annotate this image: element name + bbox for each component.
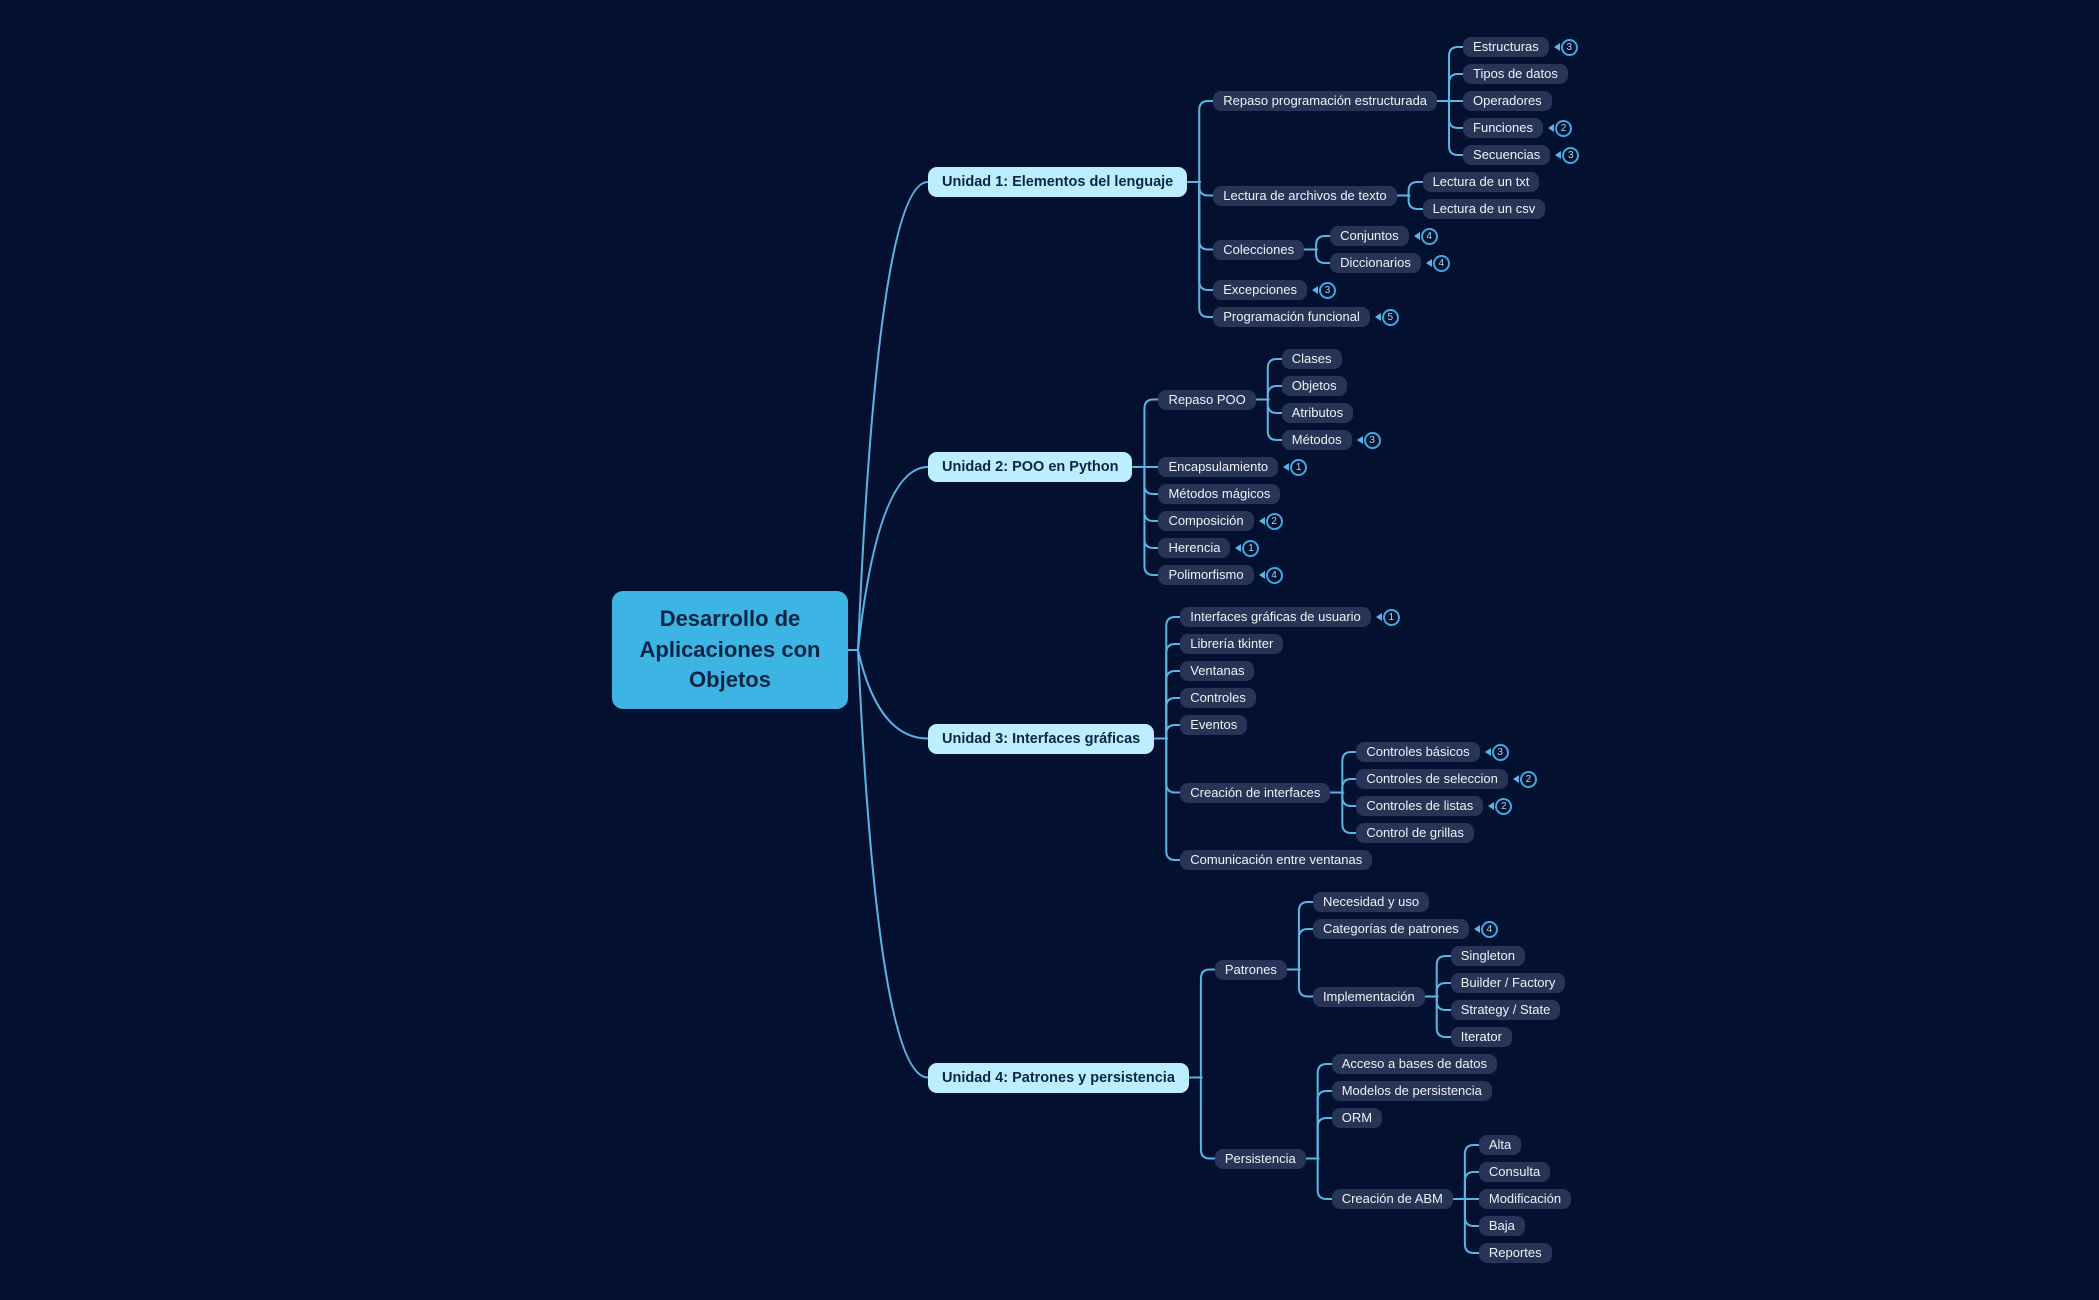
topic-node: [1463, 145, 1579, 165]
topic-pill[interactable]: Persistencia: [1215, 1149, 1306, 1169]
topic-node: [1463, 37, 1578, 57]
collapse-arrow-icon: [1488, 802, 1494, 810]
topic-node: [1356, 796, 1512, 816]
topic-pill[interactable]: Iterator: [1451, 1027, 1512, 1047]
topic-node: [1215, 1054, 1571, 1263]
topic-node: [1332, 1135, 1571, 1263]
topic-node: [1282, 403, 1353, 423]
unit-list: [928, 37, 1579, 1263]
topic-node: [1479, 1189, 1571, 1209]
topic-node: [1479, 1216, 1525, 1236]
topic-pill[interactable]: Tipos de datos: [1463, 64, 1568, 84]
topic-pill[interactable]: Patrones: [1215, 960, 1287, 980]
topic-pill[interactable]: Alta: [1479, 1135, 1521, 1155]
unit-node-3: [928, 607, 1537, 870]
topic-pill[interactable]: Lectura de un csv: [1423, 199, 1546, 219]
collapsed-count-badge[interactable]: 3: [1554, 39, 1578, 56]
collapsed-count-badge[interactable]: 4: [1414, 228, 1438, 245]
topic-node: [1158, 511, 1282, 531]
collapsed-count-badge[interactable]: 4: [1426, 255, 1450, 272]
topic-node: [1451, 946, 1525, 966]
collapse-arrow-icon: [1485, 748, 1491, 756]
topic-node: [1423, 199, 1546, 219]
topic-pill[interactable]: Métodos mágicos: [1158, 484, 1280, 504]
topic-node: [1213, 172, 1545, 219]
topic-node: [1332, 1054, 1497, 1074]
topic-node: [1451, 973, 1566, 993]
unit-pill[interactable]: Unidad 1: Elementos del lenguaje: [928, 167, 1187, 197]
topic-node: [1313, 919, 1498, 939]
collapsed-count-badge[interactable]: 5: [1375, 309, 1399, 326]
topic-pill[interactable]: Objetos: [1282, 376, 1347, 396]
topic-node: [1332, 1081, 1492, 1101]
topic-pill[interactable]: Librería tkinter: [1180, 634, 1283, 654]
topic-pill[interactable]: Categorías de patrones: [1313, 919, 1469, 939]
topic-node: [1332, 1108, 1382, 1128]
topic-pill[interactable]: Consulta: [1479, 1162, 1550, 1182]
topic-node: [1180, 850, 1372, 870]
topic-node: [1330, 253, 1450, 273]
topic-pill[interactable]: Estructuras: [1463, 37, 1549, 57]
collapsed-count-badge[interactable]: 3: [1312, 282, 1336, 299]
topic-pill[interactable]: Implementación: [1313, 987, 1425, 1007]
unit-pill[interactable]: Unidad 4: Patrones y persistencia: [928, 1063, 1189, 1093]
collapsed-count-badge[interactable]: 1: [1235, 540, 1259, 557]
topic-pill[interactable]: ORM: [1332, 1108, 1382, 1128]
topic-pill[interactable]: Encapsulamiento: [1158, 457, 1278, 477]
topic-pill[interactable]: Acceso a bases de datos: [1332, 1054, 1497, 1074]
topic-node: [1330, 226, 1438, 246]
root-topic-pill[interactable]: Desarrollo de Aplicaciones con Objetos: [612, 591, 848, 708]
topic-pill[interactable]: Builder / Factory: [1451, 973, 1566, 993]
topic-node: [1356, 823, 1474, 843]
topic-pill[interactable]: Polimorfismo: [1158, 565, 1253, 585]
topic-pill[interactable]: Interfaces gráficas de usuario: [1180, 607, 1371, 627]
topic-pill[interactable]: Secuencias: [1463, 145, 1550, 165]
collapse-arrow-icon: [1513, 775, 1519, 783]
topic-node: [1158, 565, 1282, 585]
topic-node: [1180, 634, 1283, 654]
topic-pill[interactable]: Clases: [1282, 349, 1342, 369]
topic-pill[interactable]: Eventos: [1180, 715, 1247, 735]
collapsed-count-badge[interactable]: 3: [1555, 147, 1579, 164]
topic-pill[interactable]: Excepciones: [1213, 280, 1307, 300]
topic-node: [1451, 1000, 1561, 1020]
collapsed-count-badge[interactable]: 1: [1376, 609, 1400, 626]
collapse-arrow-icon: [1555, 151, 1561, 159]
topic-node: [1180, 742, 1537, 843]
topic-pill[interactable]: Controles de listas: [1356, 796, 1483, 816]
topic-node: [1463, 118, 1572, 138]
collapsed-count-badge[interactable]: 4: [1259, 567, 1283, 584]
topic-node: [1479, 1243, 1552, 1263]
topic-node: [1180, 715, 1247, 735]
topic-node: [1158, 457, 1307, 477]
topic-pill[interactable]: Lectura de un txt: [1423, 172, 1540, 192]
collapsed-count-badge[interactable]: 2: [1513, 771, 1537, 788]
topic-node: [1463, 64, 1568, 84]
topic-node: [1180, 607, 1400, 627]
collapsed-count-badge[interactable]: 2: [1488, 798, 1512, 815]
topic-pill[interactable]: Creación de ABM: [1332, 1189, 1453, 1209]
collapse-arrow-icon: [1375, 313, 1381, 321]
topic-pill[interactable]: Creación de interfaces: [1180, 783, 1330, 803]
topic-node: [1282, 430, 1381, 450]
topic-pill[interactable]: Operadores: [1463, 91, 1552, 111]
collapsed-count-badge[interactable]: 3: [1357, 432, 1381, 449]
collapse-arrow-icon: [1376, 613, 1382, 621]
collapse-arrow-icon: [1554, 43, 1560, 51]
topic-pill[interactable]: Controles de seleccion: [1356, 769, 1508, 789]
topic-pill[interactable]: Control de grillas: [1356, 823, 1474, 843]
topic-node: [1215, 892, 1565, 1047]
topic-node: [1213, 226, 1450, 273]
topic-pill[interactable]: Diccionarios: [1330, 253, 1421, 273]
mindmap: [612, 0, 1579, 1300]
topic-pill[interactable]: Conjuntos: [1330, 226, 1409, 246]
topic-pill[interactable]: Atributos: [1282, 403, 1353, 423]
topic-pill[interactable]: Colecciones: [1213, 240, 1304, 260]
topic-pill[interactable]: Necesidad y uso: [1313, 892, 1429, 912]
topic-node: [1158, 484, 1280, 504]
collapse-arrow-icon: [1312, 286, 1318, 294]
topic-pill[interactable]: Modelos de persistencia: [1332, 1081, 1492, 1101]
topic-pill[interactable]: Reportes: [1479, 1243, 1552, 1263]
topic-node: [1463, 91, 1552, 111]
topic-node: [1180, 688, 1256, 708]
collapse-arrow-icon: [1426, 259, 1432, 267]
topic-pill[interactable]: Repaso programación estructurada: [1213, 91, 1437, 111]
topic-pill[interactable]: Ventanas: [1180, 661, 1254, 681]
topic-node: [1180, 661, 1254, 681]
collapsed-count-badge[interactable]: 2: [1548, 120, 1572, 137]
collapsed-count-badge[interactable]: 1: [1283, 459, 1307, 476]
topic-pill[interactable]: Controles: [1180, 688, 1256, 708]
topic-pill[interactable]: Controles básicos: [1356, 742, 1479, 762]
collapse-arrow-icon: [1357, 436, 1363, 444]
topic-node: [1356, 769, 1537, 789]
topic-pill[interactable]: Singleton: [1451, 946, 1525, 966]
topic-pill[interactable]: Baja: [1479, 1216, 1525, 1236]
topic-pill[interactable]: Strategy / State: [1451, 1000, 1561, 1020]
collapsed-count-badge[interactable]: 4: [1474, 921, 1498, 938]
topic-node: [1451, 1027, 1512, 1047]
topic-pill[interactable]: Programación funcional: [1213, 307, 1370, 327]
unit-node-4: [928, 892, 1571, 1263]
topic-pill[interactable]: Métodos: [1282, 430, 1352, 450]
topic-node: [1313, 946, 1565, 1047]
topic-node: [1423, 172, 1540, 192]
topic-node: [1313, 892, 1429, 912]
collapsed-count-badge[interactable]: 2: [1259, 513, 1283, 530]
topic-node: [1356, 742, 1508, 762]
unit-pill[interactable]: Unidad 3: Interfaces gráficas: [928, 724, 1154, 754]
collapse-arrow-icon: [1259, 517, 1265, 525]
topic-pill[interactable]: Lectura de archivos de texto: [1213, 186, 1396, 206]
topic-node: [1213, 37, 1579, 165]
collapsed-count-badge[interactable]: 3: [1485, 744, 1509, 761]
unit-node-1: [928, 37, 1579, 327]
topic-node: [1158, 538, 1259, 558]
topic-pill[interactable]: Herencia: [1158, 538, 1230, 558]
collapse-arrow-icon: [1414, 232, 1420, 240]
topic-pill[interactable]: Composición: [1158, 511, 1253, 531]
collapse-arrow-icon: [1548, 124, 1554, 132]
collapse-arrow-icon: [1283, 463, 1289, 471]
collapse-arrow-icon: [1474, 925, 1480, 933]
topic-node: [1479, 1135, 1521, 1155]
topic-node: [1158, 349, 1380, 450]
topic-node: [1213, 280, 1336, 300]
topic-pill[interactable]: Funciones: [1463, 118, 1543, 138]
topic-node: [1282, 376, 1347, 396]
root-node: [612, 37, 1579, 1263]
topic-node: [1479, 1162, 1550, 1182]
collapse-arrow-icon: [1235, 544, 1241, 552]
unit-node-2: [928, 349, 1381, 585]
topic-pill[interactable]: Modificación: [1479, 1189, 1571, 1209]
topic-node: [1282, 349, 1342, 369]
topic-pill[interactable]: Comunicación entre ventanas: [1180, 850, 1372, 870]
unit-pill[interactable]: Unidad 2: POO en Python: [928, 452, 1132, 482]
topic-node: [1213, 307, 1399, 327]
topic-pill[interactable]: Repaso POO: [1158, 390, 1255, 410]
collapse-arrow-icon: [1259, 571, 1265, 579]
